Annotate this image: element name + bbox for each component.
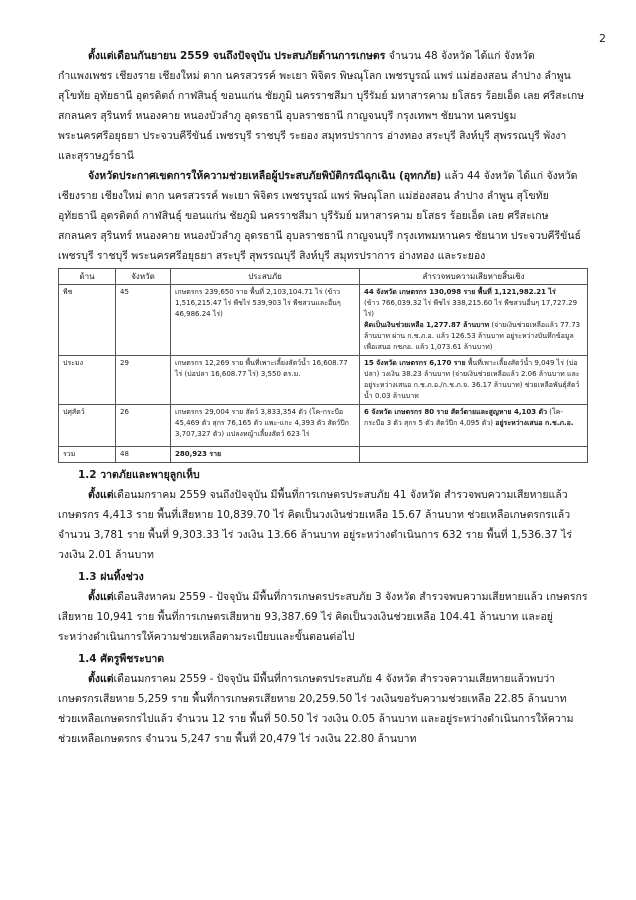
- loss-summary: 15 จังหวัด เกษตรกร 6,170 ราย: [364, 359, 466, 367]
- cell-loss: [360, 356, 588, 405]
- header-loss: สำรวจพบความเสียหายสิ้นเชิง: [360, 269, 588, 285]
- section-paragraph-drought: [58, 587, 588, 647]
- section-text: เดือนมกราคม 2559 - ปัจจุบัน มีพื้นที่การเกษตรประสบภัย 4 จังหวัด สำรวจความเสียหายแล้วพบว่าเกษตรกรเสียหาย 5,259 ราย พื้นที่การเกษตรเสียหาย 20,259.50 ไร่ วงเงินขอรับความช่วยเหลือ 22.85 ล้านบาท ช่วยเหลือเกษตรกรไปแล้ว จำนวน 12 ราย พื้นที่ 50.50 ไร่ วงเงิน 0.05 ล้านบาท และอยู่ระหว่างดำเนินการให้ความช่วยเหลือเกษตรกร จำนวน 5,247 ราย พื้นที่ 20,479 ไร่ วงเงิน 22.80 ล้านบาท: [58, 673, 574, 745]
- damage-table: [58, 268, 588, 463]
- loss-breakdown: (ข้าว 766,039.32 ไร่ พืชไร่ 338,215.60 ไร่ พืชสวนอื่นๆ 17,727.29 ไร่): [364, 299, 578, 318]
- section-lead: ตั้งแต่: [88, 673, 114, 685]
- cell-total-label: รวม: [59, 447, 116, 463]
- intro-text: จำนวน 48 จังหวัด ได้แก่ จังหวัดกำแพงเพชร เชียงราย เชียงใหม่ ตาก นครสวรรค์ พะเยา พิจิตร พิษณุโลก เพชรบูรณ์ แพร่ แม่ฮ่องสอน ลำปาง ลำพูน สุโขทัย อุทัยธานี อุตรดิตถ์ กาฬสินธุ์ ขอนแก่น ชัยภูมิ นครราชสีมา บุรีรัมย์ มหาสารคาม ยโสธร ร้อยเอ็ด เลย ศรีสะเกษ สกลนคร สุรินทร์ หนองคาย หนองบัวลำภู อุดรธานี อุบลราชธานี กาญจนบุรี กรุงเทพฯ ชัยนาท นครปฐม พระนครศรีอยุธยา ประจวบคีรีขันธ์ เพชรบุรี ราชบุรี ระยอง สมุทรปราการ อ่างทอง สระบุรี สิงห์บุรี สุพรรณบุรี พังงา และสุราษฎร์ธานี: [58, 50, 585, 162]
- table-row-total: [59, 447, 588, 463]
- table-row-livestock: [59, 405, 588, 447]
- loss-aid-detail: (จ่ายเงินช่วยเหลือแล้ว 77.73 ล้านบาท ผ่าน ก.ช.ภ.อ. แล้ว 126.53 ล้านบาท อยู่ระหว่างบันทึกข้อมูลเพื่อเสนอ กชภอ. แล้ว 1,073.61 ล้านบาท): [364, 321, 581, 351]
- table-header-row: [59, 269, 588, 285]
- cell-total-affected: 280,923 ราย: [171, 447, 360, 463]
- emergency-lead: จังหวัดประกาศเขตการให้ความช่วยเหลือผู้ประสบภัยพิบัติกรณีฉุกเฉิน (อุทกภัย): [88, 170, 442, 182]
- table-row-fishery: [59, 356, 588, 405]
- cell-side: พืช: [59, 285, 116, 356]
- cell-provinces: 29: [116, 356, 171, 405]
- loss-status: อยู่ระหว่างเสนอ ก.ช.ภ.อ.: [495, 419, 574, 427]
- section-heading-drought: 1.3 ฝนทิ้งช่วง: [78, 571, 144, 583]
- emergency-paragraph: [58, 166, 588, 266]
- cell-provinces: 45: [116, 285, 171, 356]
- page-number: 2: [599, 32, 606, 45]
- loss-breakdown: (โค-กระบือ 3 ตัว สุกร 5 ตัว สัตว์ปีก 4,095 ตัว): [364, 408, 563, 427]
- cell-provinces: 26: [116, 405, 171, 447]
- cell-affected: เกษตรกร 239,650 ราย พื้นที่ 2,103,104.71 ไร่ (ข้าว 1,516,215.47 ไร่ พืชไร่ 539,903 ไร่ พืชสวนและอื่นๆ 46,986.24 ไร่): [171, 285, 360, 356]
- table-row-crops: [59, 285, 588, 356]
- section-paragraph-pests: [58, 669, 588, 749]
- cell-affected: เกษตรกร 12,269 ราย พื้นที่เพาะเลี้ยงสัตว์น้ำ 16,608.77 ไร่ (บ่อปลา 16,608.77 ไร่) 3,550 ตร.ม.: [171, 356, 360, 405]
- loss-summary: 6 จังหวัด เกษตรกร 80 ราย สัตว์ตายและสูญหาย 4,103 ตัว: [364, 408, 548, 416]
- cell-loss: [360, 285, 588, 356]
- document-body: [58, 46, 588, 749]
- cell-affected: เกษตรกร 29,004 ราย สัตว์ 3,833,354 ตัว (โค-กระบือ 45,469 ตัว สุกร 76,165 ตัว แพะ-แกะ 4,393 ตัว สัตว์ปีก 3,707,327 ตัว) แปลงหญ้าเลี้ยงสัตว์ 623 ไร่: [171, 405, 360, 447]
- intro-lead: ตั้งแต่เดือนกันยายน 2559 จนถึงปัจจุบัน ประสบภัยด้านการเกษตร: [88, 50, 386, 62]
- section-lead: ตั้งแต่: [88, 591, 114, 603]
- section-heading-storm: 1.2 วาตภัยและพายุลูกเห็บ: [78, 469, 200, 481]
- intro-paragraph: [58, 46, 588, 166]
- loss-summary: 44 จังหวัด เกษตรกร 130,098 ราย พื้นที่ 1,121,982.21 ไร่: [364, 288, 556, 296]
- section-text: เดือนมกราคม 2559 จนถึงปัจจุบัน มีพื้นที่การเกษตรประสบภัย 41 จังหวัด สำรวจพบความเสียหายแล้ว เกษตรกร 4,413 ราย พื้นที่เสียหาย 10,839.70 ไร่ คิดเป็นวงเงินช่วยเหลือ 15.67 ล้านบาท ช่วยเหลือเกษตรกรแล้ว จำนวน 3,781 ราย พื้นที่ 9,303.33 ไร่ วงเงิน 13.66 ล้านบาท อยู่ระหว่างดำเนินการ 632 ราย พื้นที่ 1,536.37 ไร่ วงเงิน 2.01 ล้านบาท: [58, 489, 572, 561]
- cell-loss: [360, 405, 588, 447]
- section-paragraph-storm: [58, 485, 588, 565]
- cell-side: ประมง: [59, 356, 116, 405]
- cell-side: ปศุสัตว์: [59, 405, 116, 447]
- loss-detail: พื้นที่เพาะเลี้ยงสัตว์น้ำ 9,049 ไร่ (บ่อปลา) วงเงิน 38.23 ล้านบาท (จ่ายเงินช่วยเหลือแล้ว 2.06 ล้านบาท และอยู่ระหว่างเสนอ ก.ช.ภ.อ./ก.ช.ภ.จ. 36.17 ล้านบาท) ช่วยเหลือพันธุ์สัตว์น้ำ 0.03 ล้านบาท: [364, 359, 580, 400]
- header-provinces: จังหวัด: [116, 269, 171, 285]
- section-heading-pests: 1.4 ศัตรูพืชระบาด: [78, 653, 165, 665]
- cell-total-loss: [360, 447, 588, 463]
- cell-total-provinces: 48: [116, 447, 171, 463]
- section-lead: ตั้งแต่: [88, 489, 114, 501]
- header-side: ด้าน: [59, 269, 116, 285]
- header-affected: ประสบภัย: [171, 269, 360, 285]
- emergency-text: แล้ว 44 จังหวัด ได้แก่ จังหวัดเชียงราย เชียงใหม่ ตาก นครสวรรค์ พะเยา พิจิตร เพชรบูรณ์ แพร่ พิษณุโลก แม่ฮ่องสอน ลำปาง ลำพูน สุโขทัย อุทัยธานี อุตรดิตถ์ กาฬสินธุ์ ขอนแก่น ชัยภูมิ นครราชสีมา บุรีรัมย์ มหาสารคาม ยโสธร ร้อยเอ็ด เลย ศรีสะเกษ สกลนคร สุรินทร์ หนองคาย หนองบัวลำภู อุดรธานี อุบลราชธานี กาญจนบุรี กรุงเทพมหานคร ชัยนาท ประจวบคีรีขันธ์ เพชรบุรี ราชบุรี พระนครศรีอยุธยา สระบุรี สุพรรณบุรี สิงห์บุรี สมุทรปราการ อ่างทอง และระยอง: [58, 170, 581, 262]
- section-text: เดือนสิงหาคม 2559 - ปัจจุบัน มีพื้นที่การเกษตรประสบภัย 3 จังหวัด สำรวจพบความเสียหายแล้ว เกษตรกรเสียหาย 10,941 ราย พื้นที่การเกษตรเสียหาย 93,387.69 ไร่ คิดเป็นวงเงินช่วยเหลือ 104.41 ล้านบาท และอยู่ระหว่างดำเนินการให้ความช่วยเหลือตามระเบียบและขั้นตอนต่อไป: [58, 591, 588, 643]
- loss-aid-amount: คิดเป็นเงินช่วยเหลือ 1,277.87 ล้านบาท: [364, 321, 490, 329]
